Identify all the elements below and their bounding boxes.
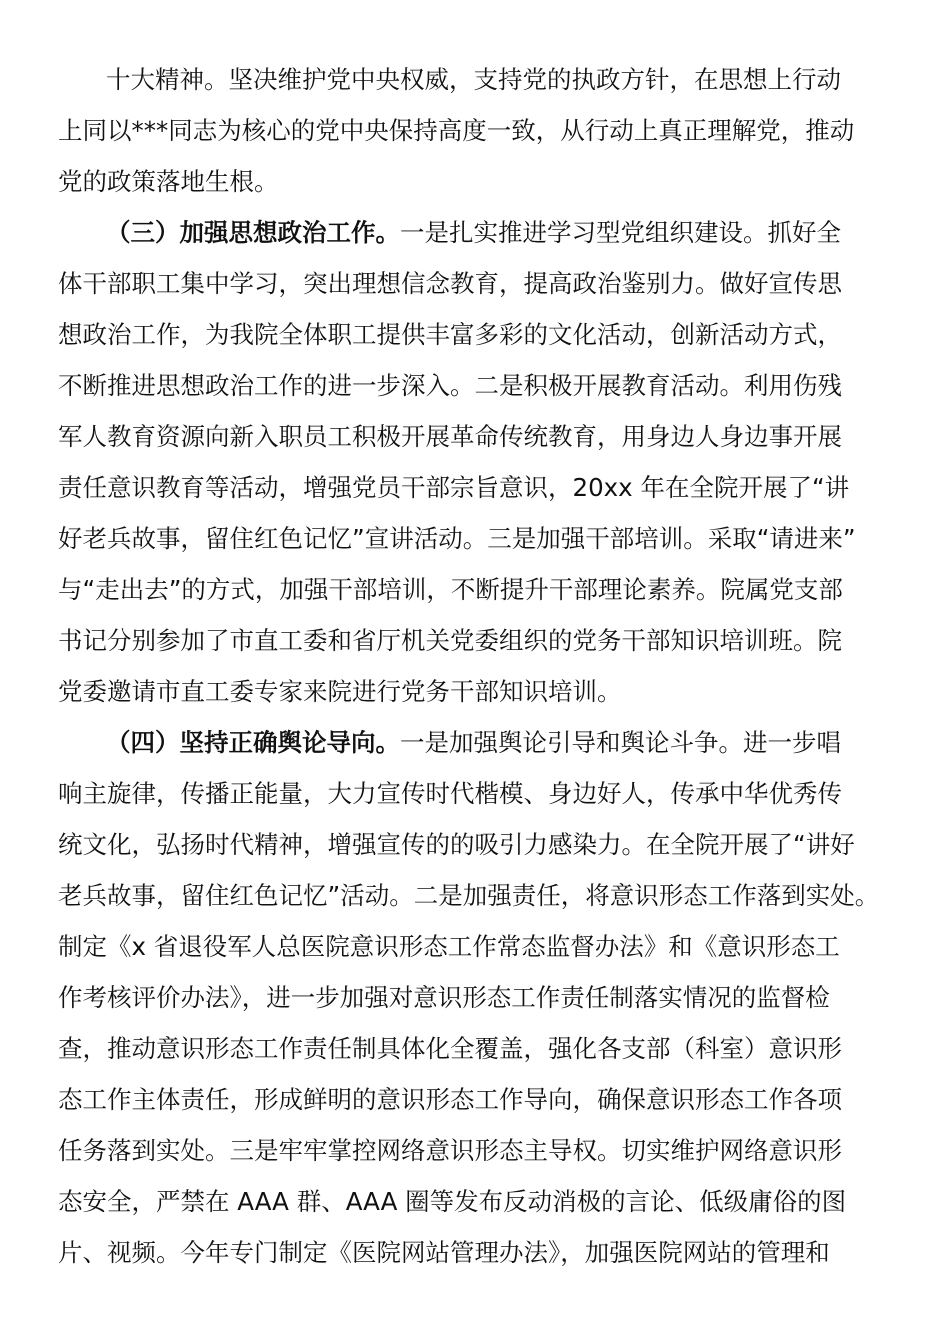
paragraph-first-line [106,725,841,761]
paragraph-line: 体干部职工集中学习，突出理想信念教育，提高政治鉴别力。做好宣传思 [58,269,842,298]
paragraph-line: 上同以***同志为核心的党中央保持高度一致，从行动上真正理解党，推动 [58,116,855,145]
paragraph-line: 好老兵故事，留住红色记忆”宣讲活动。三是加强干部培训。采取“请进来” [58,524,856,553]
paragraph-line: 态安全，严禁在 AAA 群、AAA 圈等发布反动消极的言论、低级庸俗的图 [58,1187,847,1216]
paragraph-line: 与“走出去”的方式，加强干部培训，不断提升干部理论素养。院属党支部 [58,575,843,604]
paragraph-line: 不断推进思想政治工作的进一步深入。二是积极开展教育活动。利用伤残 [58,371,842,400]
paragraph-line: 制定《x 省退役军人总医院意识形态工作常态监督办法》和《意识形态工 [58,932,840,961]
paragraph-line: 党委邀请市直工委专家来院进行党务干部知识培训。 [58,677,622,706]
paragraph-line: 书记分别参加了市直工委和省厅机关党委组织的党务干部知识培训班。院 [58,626,842,655]
paragraph-line: 想政治工作，为我院全体职工提供丰富多彩的文化活动，创新活动方式， [58,320,842,349]
paragraph-line: 责任意识教育等活动，增强党员干部宗旨意识，20xx 年在全院开展了“讲 [58,473,850,502]
paragraph-line: 军人教育资源向新入职员工积极开展革命传统教育，用身边人身边事开展 [58,422,842,451]
paragraph-line: 片、视频。今年专门制定《医院网站管理办法》，加强医院网站的管理和 [58,1238,830,1267]
paragraph-text: 一是加强舆论引导和舆论斗争。进一步唱 [400,728,841,757]
paragraph-line: 态工作主体责任，形成鲜明的意识形态工作导向，确保意识形态工作各项 [58,1085,842,1114]
paragraph-line: 作考核评价办法》，进一步加强对意识形态工作责任制落实情况的监督检 [58,983,830,1012]
paragraph-first-line [106,215,841,251]
paragraph-text: 一是扎实推进学习型党组织建设。抓好全 [400,218,841,247]
paragraph-line: 查，推动意识形态工作责任制具体化全覆盖，强化各支部（科室）意识形 [58,1034,842,1063]
paragraph-line: 党的政策落地生根。 [58,167,279,196]
section-heading: （四）坚持正确舆论导向。 [106,728,400,757]
section-heading: （三）加强思想政治工作。 [106,218,400,247]
paragraph-line: 十大精神。坚决维护党中央权威，支持党的执政方针，在思想上行动 [106,65,841,94]
paragraph-line: 老兵故事，留住红色记忆”活动。二是加强责任，将意识形态工作落到实处。 [58,881,880,910]
paragraph-line: 响主旋律，传播正能量，大力宣传时代楷模、身边好人，传承中华优秀传 [58,779,842,808]
paragraph-line: 任务落到实处。三是牢牢掌控网络意识形态主导权。切实维护网络意识形 [58,1136,842,1165]
paragraph-line: 统文化，弘扬时代精神，增强宣传的的吸引力感染力。在全院开展了“讲好 [58,830,855,859]
